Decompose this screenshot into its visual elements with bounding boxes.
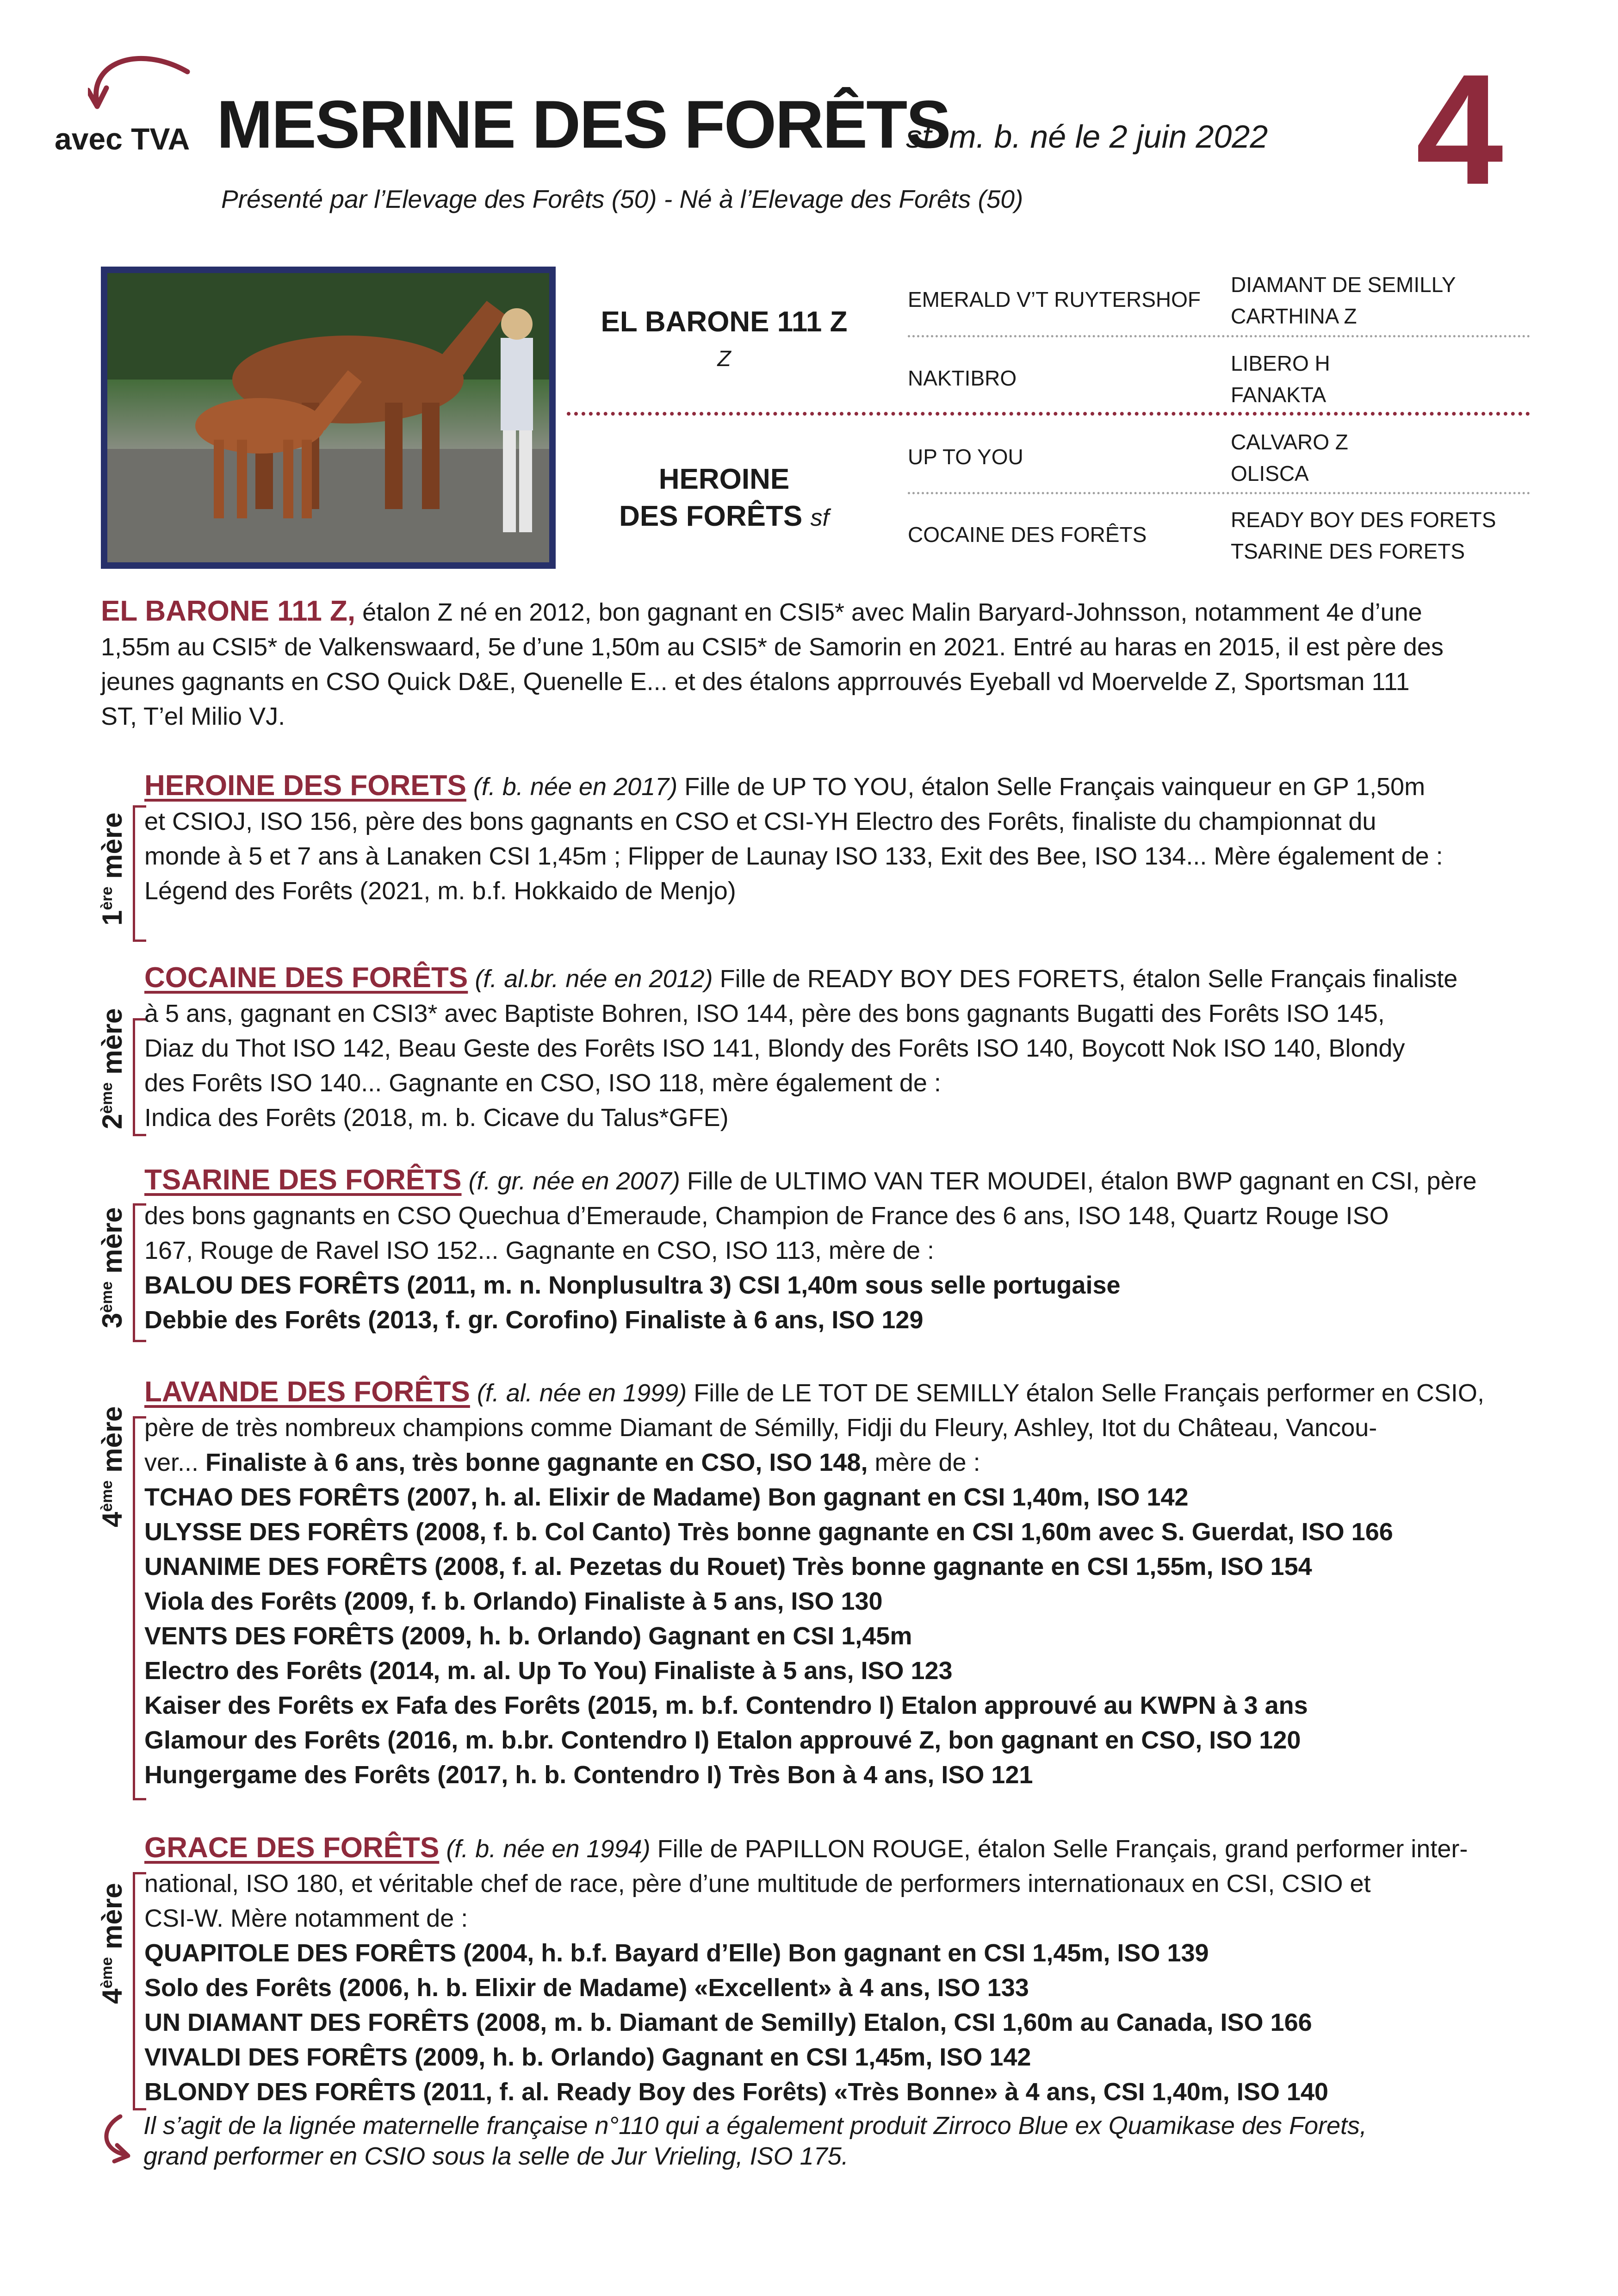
dam-2-entry <box>144 960 1457 1135</box>
dam-text: et CSIOJ, ISO 156, père des bons gagnants en CSO et CSI-YH Electro des Forêts, finaliste du championnat du <box>144 808 1376 835</box>
dam-rank-label: 4ème mère <box>97 1883 128 2004</box>
pedigree-sire: EL BARONE 111 Z <box>601 306 848 338</box>
pedigree-grandparent: NAKTIBRO <box>908 366 1017 390</box>
offspring-line: Debbie des Forêts (2013, f. gr. Corofino) Finaliste à 6 ans, ISO 129 <box>144 1306 924 1334</box>
pedigree-great-grandparent: CARTHINA Z <box>1231 304 1357 328</box>
dam-text: Fille de READY BOY DES FORETS, étalon Selle Français finaliste <box>713 965 1458 993</box>
pedigree-great-grandparent: TSARINE DES FORETS <box>1231 539 1465 563</box>
pedigree-sire-breed: Z <box>717 347 731 371</box>
sire-text: jeunes gagnants en CSO Quick D&E, Quenelle E... et des étalons apprrouvés Eyeball vd Moervelde Z, Sportsman 111 <box>101 668 1410 696</box>
tva-label: avec TVA <box>55 122 190 156</box>
dam-3-entry <box>144 1163 1477 1338</box>
curved-arrow-icon <box>88 44 194 113</box>
dam-text: Fille de UP TO YOU, étalon Selle Français vainqueur en GP 1,50m <box>677 773 1426 801</box>
pedigree-great-grandparent: CALVARO Z <box>1231 430 1348 454</box>
horse-photo <box>101 267 556 569</box>
pedigree-great-grandparent: OLISCA <box>1231 461 1309 485</box>
offspring-line: Solo des Forêts (2006, h. b. Elixir de Madame) «Excellent» à 4 ans, ISO 133 <box>144 1974 1029 2002</box>
pedigree-grandparent: EMERALD V’T RUYTERSHOF <box>908 287 1201 311</box>
offspring-line: UNANIME DES FORÊTS (2008, f. al. Pezetas du Rouet) Très bonne gagnante en CSI 1,55m, ISO 154 <box>144 1553 1312 1580</box>
offspring-line: BLONDY DES FORÊTS (2011, f. al. Ready Boy des Forêts) «Très Bonne» à 4 ans, CSI 1,40m, ISO 140 <box>144 2078 1328 2106</box>
offspring-line: Glamour des Forêts (2016, m. b.br. Contendro I) Etalon approuvé Z, bon gagnant en CSO, ISO 120 <box>144 1726 1301 1754</box>
dam-info: (f. b. née en 2017) <box>473 773 678 801</box>
note-line: grand performer en CSIO sous la selle de Jur Vrieling, ISO 175. <box>143 2142 849 2170</box>
offspring-line: TCHAO DES FORÊTS (2007, h. al. Elixir de Madame) Bon gagnant en CSI 1,40m, ISO 142 <box>144 1483 1189 1511</box>
pedigree-dam-line2-wrap <box>564 500 884 533</box>
pedigree-main-divider <box>567 412 1530 416</box>
pedigree-divider <box>908 492 1530 494</box>
horse-name-title: MESRINE DES FORÊTS <box>217 87 950 162</box>
dam-info: (f. b. née en 1994) <box>446 1835 651 1863</box>
lot-number: 4 <box>1416 42 1504 218</box>
dam-text: Fille de PAPILLON ROUGE, étalon Selle Français, grand performer inter- <box>650 1835 1468 1863</box>
pedigree-dam-line1: HEROINE <box>658 463 790 495</box>
curved-arrow-icon <box>95 2113 132 2164</box>
mare-and-foal-image <box>107 273 549 562</box>
dam-text: Indica des Forêts (2018, m. b. Cicave du Talus*GFE) <box>144 1104 729 1132</box>
pedigree-divider <box>908 335 1530 337</box>
presented-by: Présenté par l’Elevage des Forêts (50) - Né à l’Elevage des Forêts (50) <box>221 185 1023 213</box>
pedigree-great-grandparent: FANAKTA <box>1231 383 1327 407</box>
dam-text: Diaz du Thot ISO 142, Beau Geste des Forêts ISO 141, Blondy des Forêts ISO 140, Boycott Nok ISO 140, Blondy <box>144 1034 1405 1062</box>
sire-text: 1,55m au CSI5* de Valkenswaard, 5e d’une 1,50m au CSI5* de Samorin en 2021. Entré au haras en 2015, il est père des <box>101 633 1444 661</box>
offspring-line: VENTS DES FORÊTS (2009, h. b. Orlando) Gagnant en CSI 1,45m <box>144 1622 912 1650</box>
sire-description <box>101 594 1535 734</box>
dam-4-entry <box>144 1375 1484 1792</box>
dam-text: des Forêts ISO 140... Gagnante en CSO, ISO 118, mère également de : <box>144 1069 941 1097</box>
offspring-line: BALOU DES FORÊTS (2011, m. n. Nonplusultra 3) CSI 1,40m sous selle portugaise <box>144 1271 1121 1299</box>
pedigree-great-grandparent: LIBERO H <box>1231 351 1330 375</box>
note-line: Il s’agit de la lignée maternelle française n°110 qui a également produit Zirroco Blue ex Quamikase des Forets, <box>143 2112 1367 2140</box>
dam-5-entry <box>144 1830 1468 2109</box>
dam-text: Fille de ULTIMO VAN TER MOUDEI, étalon BWP gagnant en CSI, père <box>680 1167 1477 1195</box>
dam-rank-label: 4ème mère <box>97 1406 128 1527</box>
maternal-line-note <box>143 2110 1527 2172</box>
dam-text: Fille de LE TOT DE SEMILLY étalon Selle Français performer en CSIO, <box>687 1379 1484 1407</box>
dam-text: national, ISO 180, et véritable chef de race, père d’une multitude de performers internationaux en CSI, CSIO et <box>144 1870 1371 1898</box>
offspring-line: QUAPITOLE DES FORÊTS (2004, h. b.f. Bayard d’Elle) Bon gagnant en CSI 1,45m, ISO 139 <box>144 1939 1209 1967</box>
pedigree-grandparent: COCAINE DES FORÊTS <box>908 523 1147 547</box>
horse-subtitle: sf. m. b. né le 2 juin 2022 <box>906 118 1268 155</box>
dam-name: COCAINE DES FORÊTS <box>144 962 468 994</box>
pedigree-great-grandparent: READY BOY DES FORETS <box>1231 508 1496 532</box>
offspring-line: Kaiser des Forêts ex Fafa des Forêts (2015, m. b.f. Contendro I) Etalon approuvé au KWPN à 3 ans <box>144 1692 1308 1719</box>
offspring-line: UN DIAMANT DES FORÊTS (2008, m. b. Diamant de Semilly) Etalon, CSI 1,60m au Canada, ISO 166 <box>144 2009 1312 2036</box>
dam-text: à 5 ans, gagnant en CSI3* avec Baptiste Bohren, ISO 144, père des bons gagnants Bugatti des Forêts ISO 145, <box>144 1000 1385 1027</box>
dam-name: HEROINE DES FORETS <box>144 770 466 802</box>
pedigree-dam-line2: DES FORÊTS <box>619 500 803 532</box>
dam-name: GRACE DES FORÊTS <box>144 1832 440 1864</box>
dam-text: ver... Finaliste à 6 ans, très bonne gagnante en CSO, ISO 148, mère de : <box>144 1449 980 1476</box>
dam-rank-label: 2ème mère <box>97 1008 128 1129</box>
dam-text: Légend des Forêts (2021, m. b.f. Hokkaido de Menjo) <box>144 877 736 905</box>
dam-info: (f. gr. née en 2007) <box>468 1167 680 1195</box>
sire-name: EL BARONE 111 Z, <box>101 595 356 627</box>
sire-text: ST, T’el Milio VJ. <box>101 703 285 730</box>
pedigree-grandparent: UP TO YOU <box>908 445 1023 469</box>
sire-text: étalon Z né en 2012, bon gagnant en CSI5* avec Malin Baryard-Johnsson, notamment 4e d’une <box>355 598 1422 626</box>
offspring-line: Electro des Forêts (2014, m. al. Up To You) Finaliste à 5 ans, ISO 123 <box>144 1657 953 1685</box>
dam-text: monde à 5 et 7 ans à Lanaken CSI 1,45m ; Flipper de Launay ISO 133, Exit des Bee, ISO 134... Mère également de : <box>144 842 1443 870</box>
dam-text: des bons gagnants en CSO Quechua d’Emeraude, Champion de France des 6 ans, ISO 148, Quartz Rouge ISO <box>144 1202 1389 1230</box>
pedigree-great-grandparent: DIAMANT DE SEMILLY <box>1231 273 1456 297</box>
dam-text: CSI-W. Mère notamment de : <box>144 1904 468 1932</box>
dam-1-entry <box>144 768 1443 908</box>
dam-rank-label: 3ème mère <box>97 1207 128 1328</box>
offspring-line: Viola des Forêts (2009, f. b. Orlando) Finaliste à 5 ans, ISO 130 <box>144 1587 883 1615</box>
pedigree-dam-breed: sf <box>810 504 829 531</box>
dam-info: (f. al. née en 1999) <box>477 1379 687 1407</box>
dam-info: (f. al.br. née en 2012) <box>475 965 713 993</box>
offspring-line: VIVALDI DES FORÊTS (2009, h. b. Orlando) Gagnant en CSI 1,45m, ISO 142 <box>144 2043 1031 2071</box>
dam-rank-label: 1ère mère <box>97 812 128 926</box>
dam-name: TSARINE DES FORÊTS <box>144 1164 462 1196</box>
dam-text: 167, Rouge de Ravel ISO 152... Gagnante en CSO, ISO 113, mère de : <box>144 1237 935 1264</box>
offspring-line: Hungergame des Forêts (2017, h. b. Contendro I) Très Bon à 4 ans, ISO 121 <box>144 1761 1033 1789</box>
offspring-line: ULYSSE DES FORÊTS (2008, f. b. Col Canto) Très bonne gagnante en CSI 1,60m avec S. Guerdat, ISO 166 <box>144 1518 1393 1546</box>
dam-text: père de très nombreux champions comme Diamant de Sémilly, Fidji du Fleury, Ashley, Itot du Château, Vancou- <box>144 1414 1377 1442</box>
dam-name: LAVANDE DES FORÊTS <box>144 1376 470 1408</box>
